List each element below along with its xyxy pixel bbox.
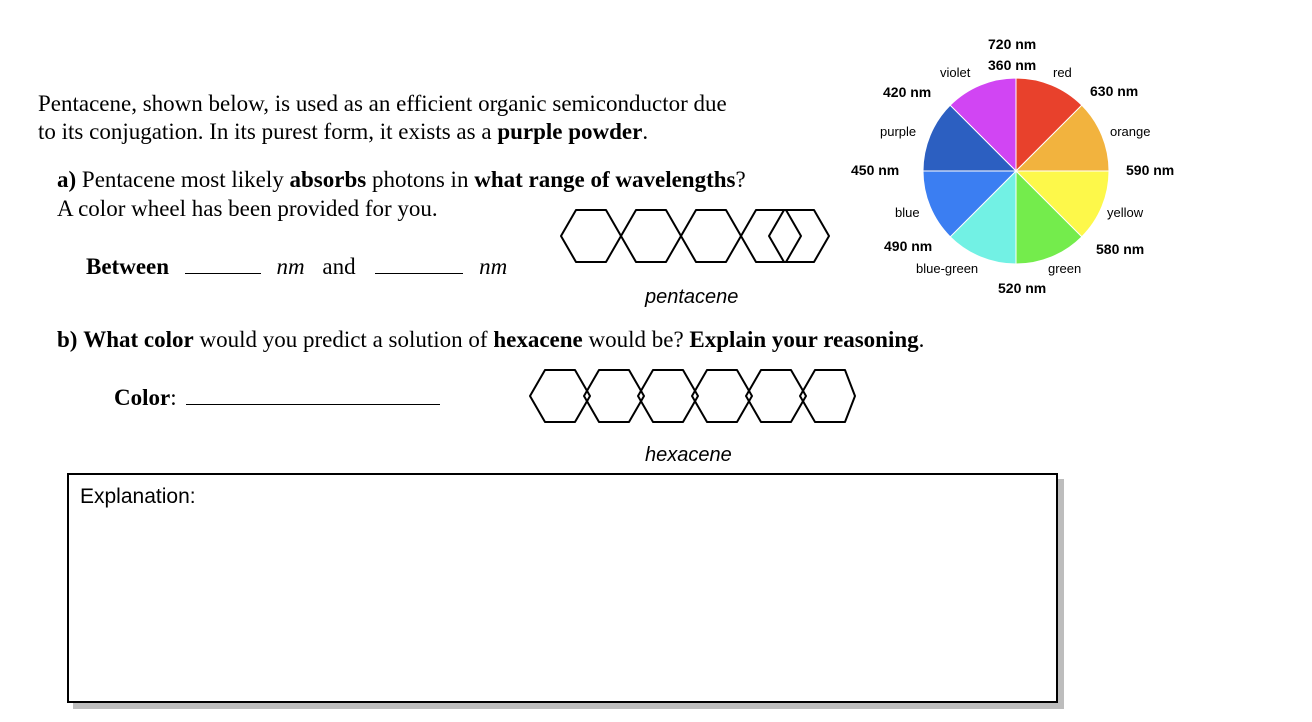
question-a-text-1: Pentacene most likely	[76, 167, 290, 192]
cn-blue-green: blue-green	[916, 261, 979, 276]
cn-purple: purple	[880, 124, 917, 139]
between-label: Between	[86, 254, 170, 279]
cn-violet: violet	[940, 65, 971, 80]
question-a-text-2: photons in	[366, 167, 475, 192]
wl-720: 720 nm	[988, 36, 1037, 52]
question-b-text-3: .	[918, 327, 925, 352]
question-b-bold-what-color: What color	[83, 327, 194, 352]
wavelength-blank-1[interactable]	[185, 253, 261, 274]
color-wheel	[921, 76, 1111, 266]
question-b-bold-hexacene: hexacene	[493, 327, 583, 352]
wl-590: 590 nm	[1126, 162, 1175, 178]
pentacene-structure	[558, 202, 832, 272]
cn-green: green	[1048, 261, 1082, 276]
question-b-label: b)	[57, 327, 78, 352]
unit-nm-1: nm	[276, 254, 305, 279]
question-b-bold-explain: Explain your reasoning	[689, 327, 919, 352]
wl-630: 630 nm	[1090, 83, 1139, 99]
and-label: and	[322, 254, 356, 279]
question-b-text-2: would be?	[582, 327, 690, 352]
wl-420: 420 nm	[883, 84, 932, 100]
intro-line-2	[38, 118, 648, 146]
color-answer-blank[interactable]	[186, 384, 440, 405]
pentacene-label: pentacene	[645, 286, 739, 308]
question-a-label: a)	[57, 167, 77, 192]
cn-orange: orange	[1110, 124, 1151, 139]
question-a	[57, 166, 746, 194]
intro-line-2-text: to its conjugation. In its purest form, it exists as a	[38, 119, 498, 144]
wl-490: 490 nm	[884, 238, 933, 254]
cn-blue: blue	[895, 205, 920, 220]
wl-360: 360 nm	[988, 57, 1037, 73]
cn-red: red	[1053, 65, 1072, 80]
wl-580: 580 nm	[1096, 241, 1145, 257]
explanation-label: Explanation:	[80, 485, 196, 508]
unit-nm-2: nm	[479, 254, 508, 279]
wl-450: 450 nm	[851, 162, 900, 178]
intro-line-2-end: .	[642, 119, 649, 144]
color-label: Color	[114, 385, 171, 410]
intro-bold-purple-powder: purple powder	[497, 119, 643, 144]
question-a-bold-absorbs: absorbs	[289, 167, 367, 192]
wavelength-blank-2[interactable]	[375, 253, 463, 274]
question-a-line-2: A color wheel has been provided for you.	[57, 196, 438, 221]
wl-520: 520 nm	[998, 280, 1047, 296]
question-a-bold-range: what range of wavelengths	[474, 167, 736, 192]
question-a-text-3: ?	[735, 167, 746, 192]
color-colon: :	[170, 385, 177, 410]
cn-yellow: yellow	[1107, 205, 1144, 220]
explanation-box[interactable]	[67, 473, 1058, 703]
hexacene-label: hexacene	[645, 444, 732, 466]
question-b	[57, 326, 924, 354]
color-answer-row	[114, 384, 440, 412]
hexacene-structure	[527, 362, 859, 432]
answer-a-row	[86, 253, 507, 281]
question-b-text-1: would you predict a solution of	[193, 327, 494, 352]
intro-line-1: Pentacene, shown below, is used as an efficient organic semiconductor due	[38, 91, 727, 116]
